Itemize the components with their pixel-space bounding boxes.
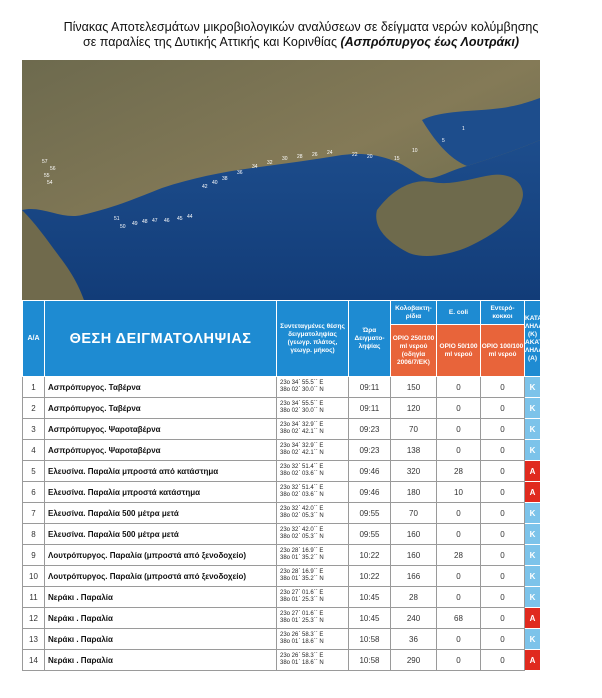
table-body [23,377,541,671]
title-line-2-text: σε παραλίες της Δυτικής Αττικής και Κορινθίας [82,35,337,49]
coordinates-cell [277,461,349,482]
svg-text:1: 1 [462,126,465,132]
location-cell: Νεράκι . Παραλία [45,650,277,671]
ecoli-cell: 0 [437,566,481,587]
coord-lat: 23ο 28΄ 16.9΄΄ Ε [280,569,324,575]
entero-cell: 0 [481,587,525,608]
location-cell: Ασπρόπυργος. Ταβέρνα [45,398,277,419]
entero-cell: 0 [481,503,525,524]
coord-lon: 38ο 01΄ 35.2΄΄ Ν [280,576,324,582]
table-row [23,419,541,440]
time-cell: 09:23 [349,440,391,461]
svg-text:44: 44 [187,214,193,220]
svg-text:40: 40 [212,180,218,186]
svg-text:26: 26 [312,152,318,158]
location-cell: Νεράκι . Παραλία [45,587,277,608]
time-cell: 10:45 [349,608,391,629]
coord-lat: 23ο 32΄ 42.0΄΄ Ε [280,506,324,512]
row-number: 8 [23,524,45,545]
coordinates-cell [277,566,349,587]
coord-lon: 38ο 01΄ 35.2΄΄ Ν [280,555,324,561]
category-cell: Κ [525,587,541,608]
entero-cell: 0 [481,650,525,671]
svg-text:32: 32 [267,160,273,166]
row-number: 9 [23,545,45,566]
table-row [23,587,541,608]
category-cell: Κ [525,419,541,440]
table-row [23,503,541,524]
entero-cell: 0 [481,377,525,398]
header-ecoli-limit: ΟΡΙΟ 50/100 ml νερού [437,325,481,377]
coliform-cell: 150 [391,377,437,398]
category-cell: Α [525,608,541,629]
entero-cell: 0 [481,482,525,503]
header-entero: Εντερό-κοκκοι [481,301,525,325]
time-cell: 10:22 [349,566,391,587]
svg-text:5: 5 [442,138,445,144]
coord-lon: 38ο 01΄ 18.6΄΄ Ν [280,639,324,645]
svg-text:28: 28 [297,154,303,160]
location-cell: Νεράκι . Παραλία [45,608,277,629]
coord-lat: 23ο 26΄ 58.3΄΄ Ε [280,653,324,659]
header-location: ΘΕΣΗ ΔΕΙΓΜΑΤΟΛΗΨΙΑΣ [45,301,277,377]
coliform-cell: 70 [391,419,437,440]
time-cell: 09:46 [349,482,391,503]
coord-lon: 38ο 01΄ 18.6΄΄ Ν [280,660,324,666]
svg-text:30: 30 [282,156,288,162]
coord-lon: 38ο 02΄ 03.6΄΄ Ν [280,492,324,498]
svg-text:54: 54 [47,180,53,186]
coordinates-cell [277,398,349,419]
header-coords: Συντεταγμένες θέσης δειγματοληψίας (γεωγρ. πλάτος, γεωγρ. μήκος) [277,301,349,377]
coord-lat: 23ο 27΄ 01.6΄΄ Ε [280,611,324,617]
coord-lon: 38ο 02΄ 05.3΄΄ Ν [280,513,324,519]
time-cell: 09:11 [349,398,391,419]
location-cell: Ασπρόπυργος. Ταβέρνα [45,377,277,398]
ecoli-cell: 0 [437,650,481,671]
coord-lat: 23ο 28΄ 16.9΄΄ Ε [280,548,324,554]
title-line-2-bold: (Ασπρόπυργος έως Λουτράκι) [340,35,519,49]
svg-text:45: 45 [177,216,183,222]
location-cell: Ασπρόπυργος. Ψαροταβέρνα [45,419,277,440]
coliform-cell: 120 [391,398,437,419]
ecoli-cell: 0 [437,377,481,398]
location-cell: Λουτρόπυργος. Παραλία (μπροστά από ξενοδοχείο) [45,566,277,587]
category-cell: Κ [525,629,541,650]
results-table-container [22,300,554,671]
coliform-cell: 320 [391,461,437,482]
entero-cell: 0 [481,566,525,587]
svg-text:57: 57 [42,159,48,165]
ecoli-cell: 0 [437,398,481,419]
coliform-cell: 160 [391,524,437,545]
location-cell: Λουτρόπυργος. Παραλία (μπροστά από ξενοδοχείο) [45,545,277,566]
header-aa: Α/Α [23,301,45,377]
coord-lon: 38ο 01΄ 25.3΄΄ Ν [280,597,324,603]
coordinates-cell [277,440,349,461]
entero-cell: 0 [481,419,525,440]
coord-lat: 23ο 32΄ 51.4΄΄ Ε [280,485,324,491]
coord-lon: 38ο 02΄ 03.6΄΄ Ν [280,471,324,477]
row-number: 2 [23,398,45,419]
coordinates-cell [277,419,349,440]
title-line-1: Πίνακας Αποτελεσμάτων μικροβιολογικών αναλύσεων σε δείγματα νερών κολύμβησης [63,20,539,34]
category-cell: Κ [525,503,541,524]
ecoli-cell: 0 [437,524,481,545]
location-cell: Νεράκι . Παραλία [45,629,277,650]
row-number: 6 [23,482,45,503]
category-cell: Κ [525,377,541,398]
svg-text:51: 51 [114,216,120,222]
svg-text:42: 42 [202,184,208,190]
time-cell: 10:22 [349,545,391,566]
table-row [23,629,541,650]
coord-lat: 23ο 32΄ 42.0΄΄ Ε [280,527,324,533]
table-row [23,482,541,503]
coordinates-cell [277,482,349,503]
category-cell: Α [525,461,541,482]
time-cell: 10:58 [349,650,391,671]
row-number: 7 [23,503,45,524]
map-graphic [22,60,540,300]
entero-cell: 0 [481,440,525,461]
coord-lat: 23ο 34΄ 32.9΄΄ Ε [280,422,324,428]
time-cell: 10:45 [349,587,391,608]
svg-text:10: 10 [412,148,418,154]
table-row [23,524,541,545]
table-row [23,377,541,398]
category-cell: Α [525,482,541,503]
coord-lat: 23ο 34΄ 55.5΄΄ Ε [280,380,324,386]
title-line-2 [0,35,602,50]
coordinates-cell [277,545,349,566]
time-cell: 10:58 [349,629,391,650]
header-coliform: Κολοβακτη-ρίδια [391,301,437,325]
svg-text:46: 46 [164,218,170,224]
satellite-map [22,60,540,300]
coord-lon: 38ο 02΄ 42.1΄΄ Ν [280,450,324,456]
entero-cell: 0 [481,398,525,419]
svg-text:47: 47 [152,218,158,224]
coordinates-cell [277,608,349,629]
table-row [23,566,541,587]
svg-text:50: 50 [120,224,126,230]
ecoli-cell: 68 [437,608,481,629]
header-coliform-limit: ΟΡΙΟ 250/100 ml νερού (οδηγία 2006/7/ΕΚ) [391,325,437,377]
category-cell: Κ [525,545,541,566]
location-cell: Ελευσίνα. Παραλία 500 μέτρα μετά [45,503,277,524]
coordinates-cell [277,629,349,650]
coordinates-cell [277,650,349,671]
coord-lat: 23ο 27΄ 01.6΄΄ Ε [280,590,324,596]
table-row [23,440,541,461]
coord-lon: 38ο 01΄ 25.3΄΄ Ν [280,618,324,624]
coordinates-cell [277,524,349,545]
time-cell: 09:23 [349,419,391,440]
category-cell: Α [525,650,541,671]
row-number: 14 [23,650,45,671]
coord-lon: 38ο 02΄ 30.0΄΄ Ν [280,387,324,393]
header-time: Ώρα Δειγματο-ληψίας [349,301,391,377]
table-row [23,398,541,419]
svg-text:48: 48 [142,219,148,225]
category-cell: Κ [525,398,541,419]
svg-text:24: 24 [327,150,333,156]
ecoli-cell: 10 [437,482,481,503]
coord-lon: 38ο 02΄ 30.0΄΄ Ν [280,408,324,414]
coordinates-cell [277,587,349,608]
location-cell: Ελευσίνα. Παραλία 500 μέτρα μετά [45,524,277,545]
results-table [22,300,554,671]
row-number: 3 [23,419,45,440]
coord-lat: 23ο 34΄ 55.5΄΄ Ε [280,401,324,407]
entero-cell: 0 [481,461,525,482]
coliform-cell: 160 [391,545,437,566]
entero-cell: 0 [481,608,525,629]
time-cell: 09:55 [349,503,391,524]
coliform-cell: 36 [391,629,437,650]
coliform-cell: 166 [391,566,437,587]
header-category: ΚΑΤΑΛ-ΛΗΛΑ (Κ) ΑΚΑΤΑΛ-ΛΗΛΑ (Α) [525,301,541,377]
svg-text:55: 55 [44,173,50,179]
coliform-cell: 180 [391,482,437,503]
svg-text:34: 34 [252,164,258,170]
table-row [23,461,541,482]
row-number: 12 [23,608,45,629]
row-number: 5 [23,461,45,482]
header-ecoli: E. coli [437,301,481,325]
time-cell: 09:11 [349,377,391,398]
ecoli-cell: 0 [437,629,481,650]
coliform-cell: 290 [391,650,437,671]
svg-text:36: 36 [237,170,243,176]
ecoli-cell: 0 [437,440,481,461]
svg-text:22: 22 [352,152,358,158]
location-cell: Ασπρόπυργος. Ψαροταβέρνα [45,440,277,461]
coliform-cell: 70 [391,503,437,524]
time-cell: 09:46 [349,461,391,482]
coliform-cell: 240 [391,608,437,629]
svg-text:20: 20 [367,154,373,160]
svg-text:38: 38 [222,176,228,182]
ecoli-cell: 0 [437,587,481,608]
coordinates-cell [277,503,349,524]
ecoli-cell: 0 [437,419,481,440]
category-cell: Κ [525,524,541,545]
entero-cell: 0 [481,629,525,650]
location-cell: Ελευσίνα. Παραλία μπροστά από κατάστημα [45,461,277,482]
coord-lon: 38ο 02΄ 42.1΄΄ Ν [280,429,324,435]
svg-text:15: 15 [394,156,400,162]
entero-cell: 0 [481,524,525,545]
coord-lon: 38ο 02΄ 05.3΄΄ Ν [280,534,324,540]
page-title [0,20,602,50]
coordinates-cell [277,377,349,398]
location-cell: Ελευσίνα. Παραλία μπροστά κατάστημα [45,482,277,503]
header-entero-limit: ΟΡΙΟ 100/100 ml νερού [481,325,525,377]
row-number: 4 [23,440,45,461]
coord-lat: 23ο 32΄ 51.4΄΄ Ε [280,464,324,470]
time-cell: 09:55 [349,524,391,545]
row-number: 13 [23,629,45,650]
category-cell: Κ [525,566,541,587]
ecoli-cell: 0 [437,503,481,524]
category-cell: Κ [525,440,541,461]
svg-text:56: 56 [50,166,56,172]
coord-lat: 23ο 34΄ 32.9΄΄ Ε [280,443,324,449]
entero-cell: 0 [481,545,525,566]
row-number: 1 [23,377,45,398]
ecoli-cell: 28 [437,545,481,566]
row-number: 10 [23,566,45,587]
ecoli-cell: 28 [437,461,481,482]
table-row [23,650,541,671]
table-row [23,545,541,566]
coliform-cell: 138 [391,440,437,461]
coliform-cell: 28 [391,587,437,608]
coord-lat: 23ο 26΄ 58.3΄΄ Ε [280,632,324,638]
table-row [23,608,541,629]
row-number: 11 [23,587,45,608]
svg-text:49: 49 [132,221,138,227]
